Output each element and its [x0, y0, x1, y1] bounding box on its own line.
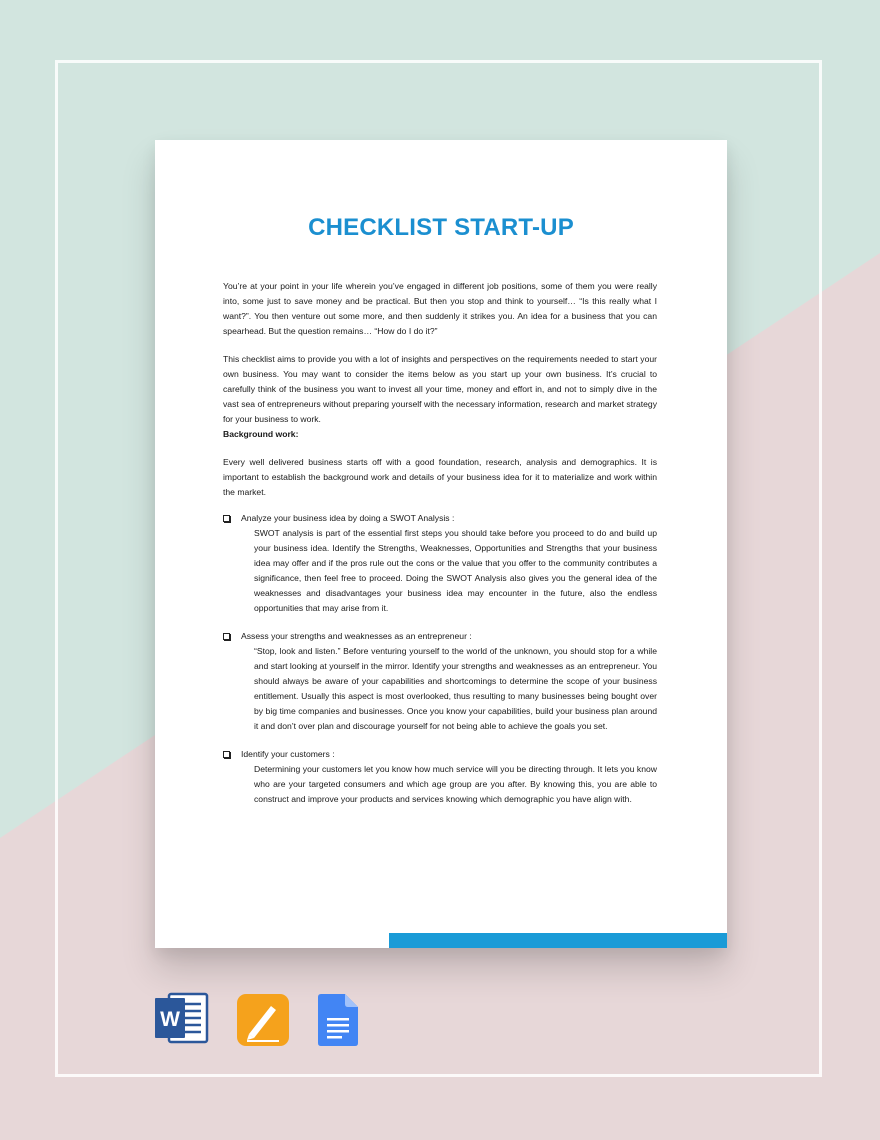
section-intro: Every well delivered business starts off with a good foundation, research, analysis and demographics. It is important to establish the background work and details of your business idea for it to materialize and work within the market.	[223, 457, 657, 497]
purpose-paragraph: This checklist aims to provide you with a lot of insights and perspectives on the requirements needed to start your own business. You may want to consider the items below as you start up your own business. It’s crucial to carefully think of the business you want to invest all your time, money and effort in, and not to simply dive in the vast sea of entrepreneurs without preparing yourself with the necessary information, research and market strategy for your business to work.	[223, 354, 657, 424]
checklist-item-label: Analyze your business idea by doing a SWOT Analysis :	[241, 513, 455, 523]
checklist-item	[223, 747, 657, 807]
checklist-item-heading	[223, 511, 657, 526]
checklist-item	[223, 629, 657, 734]
checklist-item-label: Assess your strengths and weaknesses as an entrepreneur :	[241, 631, 472, 641]
page-title: CHECKLIST START-UP	[308, 214, 574, 241]
checklist-item-heading	[223, 747, 657, 762]
checkbox-icon	[223, 633, 230, 640]
section-heading: Background work:	[223, 429, 299, 439]
word-letter: W	[160, 1008, 180, 1031]
document-page	[155, 140, 727, 948]
google-docs-icon[interactable]	[318, 994, 358, 1046]
checklist-item-heading	[223, 629, 657, 644]
intro-paragraph: You’re at your point in your life wherein you’ve engaged in different job positions, some of them you were really into, some just to save money and be practical. But then you stop and think to yourself… “Is this really what I want?”. You then venture out some more, and then suddenly it strikes you. An idea for a business that you can spearhead. But the question remains… “How do I do it?”	[223, 281, 657, 336]
checklist-item-body: SWOT analysis is part of the essential first steps you should take before you proceed to do and build up your business idea. Identify the Strengths, Weaknesses, Opportunities and Strengths that your business idea may offer and if the pros rule out the cons or the value that you offer to the community contributes a significance, then feel free to proceed. Doing the SWOT Analysis also gives you the general idea of the weaknesses and disadvantages your business idea may encounter in the future, also the endless opportunities that may arise from it.	[254, 528, 657, 613]
footer-accent-bar	[389, 933, 727, 948]
checkbox-icon	[223, 515, 230, 522]
checklist-item-label: Identify your customers :	[241, 749, 335, 759]
checklist-item-body: “Stop, look and listen.” Before venturing yourself to the world of the unknown, you should stop for a while and start looking at yourself in the mirror. Identify your strengths and weaknesses as an entrepreneur. You should always be aware of your capabilities and shortcomings to determine the scope of your business entitlement. Usually this aspect is most overlooked, thus resulting to many businesses being bought over by big time companies and businesses. Once you know your capabilities, build your business plan around it and don’t over plan and discourage yourself for not being able to achieve the goals you set.	[254, 646, 657, 731]
word-icon[interactable]	[155, 992, 209, 1044]
checklist-item	[223, 511, 657, 616]
checklist-item-body: Determining your customers let you know how much service will you be directing through. It lets you know who are your targeted consumers and which age group are you after. By knowing this, you are able to construct and improve your products and services knowing which demographic you have align with.	[254, 764, 657, 804]
checkbox-icon	[223, 751, 230, 758]
document-body	[223, 279, 657, 807]
pages-icon[interactable]	[237, 994, 289, 1046]
